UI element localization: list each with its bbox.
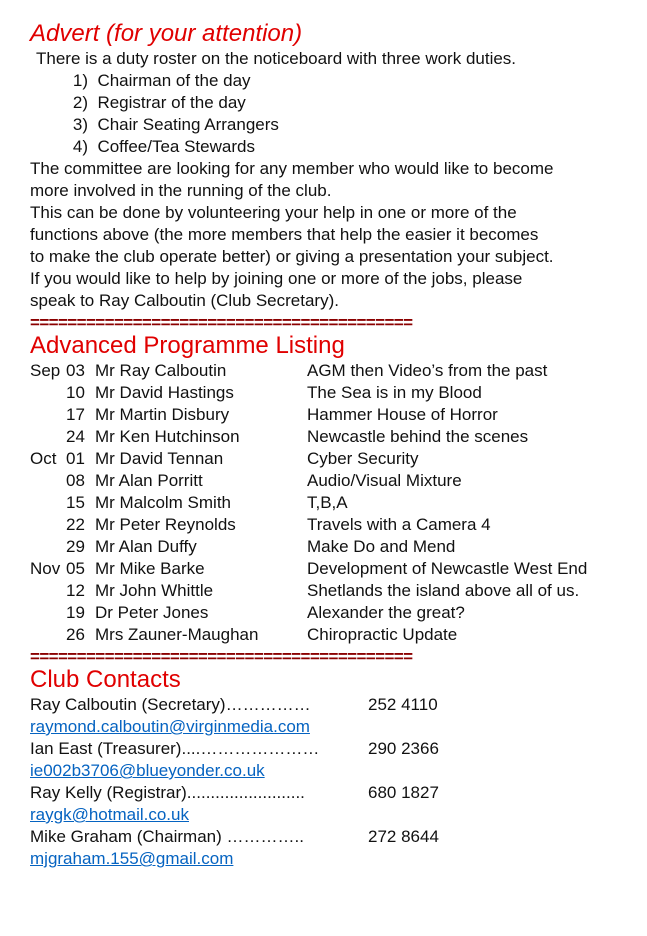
section-divider: =========================================	[30, 648, 413, 666]
programme-row: 10 Mr David Hastings The Sea is in my Blood	[66, 383, 482, 402]
advert-paragraph-line: speak to Ray Calboutin (Club Secretary).	[30, 291, 339, 310]
advert-intro: There is a duty roster on the noticeboard with three work duties.	[36, 49, 517, 68]
programme-row: Sep 03 Mr Ray Calboutin AGM then Video’s from the past	[30, 361, 548, 380]
programme-row: 26 Mrs Zauner-Maughan Chiropractic Update	[66, 625, 458, 644]
programme-row: 15 Mr Malcolm Smith T,B,A	[66, 493, 348, 512]
programme-row: 22 Mr Peter Reynolds Travels with a Camera 4	[66, 515, 491, 534]
section-divider: =========================================	[30, 314, 413, 332]
advert-paragraph-line: functions above (the more members that help the easier it becomes	[30, 225, 539, 244]
advert-paragraph-line: The committee are looking for any member who would like to become	[30, 159, 554, 178]
contact-row: Mike Graham (Chairman) ………….. 272 8644	[30, 827, 439, 846]
duty-list	[30, 70, 630, 158]
contact-row: Ian East (Treasurer)....………………… 290 2366	[30, 739, 439, 758]
duty-item: 3) Chair Seating Arrangers	[72, 115, 279, 134]
contact-email-link[interactable]: raymond.calboutin@virginmedia.com	[30, 717, 310, 736]
duty-item: 4) Coffee/Tea Stewards	[72, 137, 255, 156]
programme-row: 08 Mr Alan Porritt Audio/Visual Mixture	[66, 471, 462, 490]
advert-paragraph-line: This can be done by volunteering your help in one or more of the	[30, 203, 517, 222]
duty-item: 2) Registrar of the day	[72, 93, 246, 112]
duty-item: 1) Chairman of the day	[72, 71, 251, 90]
contact-row: Ray Calboutin (Secretary)…………… 252 4110	[30, 695, 438, 714]
programme-row: 24 Mr Ken Hutchinson Newcastle behind the scenes	[66, 427, 529, 446]
programme-row: 29 Mr Alan Duffy Make Do and Mend	[66, 537, 456, 556]
advert-title: Advert (for your attention)	[30, 20, 303, 47]
programme-row: Oct 01 Mr David Tennan Cyber Security	[30, 449, 419, 468]
programme-title: Advanced Programme Listing	[30, 332, 345, 359]
contact-row: Ray Kelly (Registrar)......................... 680 1827	[30, 783, 439, 802]
programme-row: Nov 05 Mr Mike Barke Development of Newcastle West End	[30, 559, 588, 578]
newsletter-page	[30, 20, 630, 870]
programme-row: 12 Mr John Whittle Shetlands the island above all of us.	[66, 581, 580, 600]
contact-email-link[interactable]: mjgraham.155@gmail.com	[30, 849, 234, 868]
contacts-title: Club Contacts	[30, 666, 181, 693]
advert-paragraph-line: to make the club operate better) or giving a presentation your subject.	[30, 247, 554, 266]
programme-list	[30, 360, 630, 646]
advert-paragraph-line: If you would like to help by joining one or more of the jobs, please	[30, 269, 523, 288]
programme-row: 17 Mr Martin Disbury Hammer House of Horror	[66, 405, 498, 424]
advert-paragraph-line: more involved in the running of the club.	[30, 181, 332, 200]
contacts-list	[30, 694, 630, 870]
contact-email-link[interactable]: raygk@hotmail.co.uk	[30, 805, 189, 824]
programme-row: 19 Dr Peter Jones Alexander the great?	[66, 603, 465, 622]
contact-email-link[interactable]: ie002b3706@blueyonder.co.uk	[30, 761, 265, 780]
